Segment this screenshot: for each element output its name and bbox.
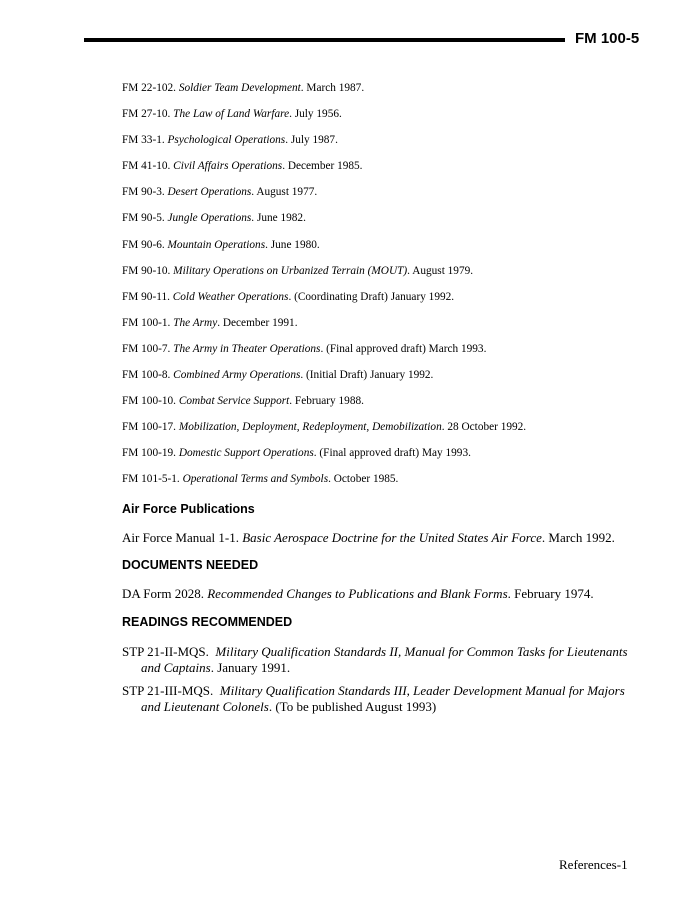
section-heading-readings: READINGS RECOMMENDED [122, 615, 293, 629]
section-heading-air-force: Air Force Publications [122, 502, 255, 516]
reference-item: FM 41-10. Civil Affairs Operations. December 1985. [122, 160, 363, 173]
reference-item: FM 100-7. The Army in Theater Operations. (Final approved draft) March 1993. [122, 342, 487, 355]
reference-item: FM 90-10. Military Operations on Urbanized Terrain (MOUT). August 1979. [122, 264, 474, 277]
reference-item: FM 90-6. Mountain Operations. June 1980. [122, 238, 320, 251]
header-title: FM 100-5 [575, 30, 640, 47]
reference-item-documents-needed: DA Form 2028. Recommended Changes to Publications and Blank Forms. February 1974. [122, 586, 594, 601]
army-references-list [122, 80, 642, 498]
reference-item: FM 100-17. Mobilization, Deployment, Redeployment, Demobilization. 28 October 1992. [122, 421, 527, 434]
reading-item: STP 21-II-MQS. Military Qualification Standards II, Manual for Common Tasks for Lieutenants and Captains. January 1991. [122, 644, 628, 675]
reference-item: FM 33-1. Psychological Operations. July 1987. [122, 134, 338, 147]
reference-item: FM 27-10. The Law of Land Warfare. July 1956. [122, 108, 342, 121]
reference-item: FM 90-11. Cold Weather Operations. (Coordinating Draft) January 1992. [122, 290, 455, 303]
reference-item-air-force: Air Force Manual 1-1. Basic Aerospace Doctrine for the United States Air Force. March 1992. [122, 530, 615, 545]
reference-item: FM 100-8. Combined Army Operations. (Initial Draft) January 1992. [122, 369, 434, 382]
reference-item: FM 101-5-1. Operational Terms and Symbols. October 1985. [122, 473, 399, 486]
reference-item: FM 100-19. Domestic Support Operations. (Final approved draft) May 1993. [122, 447, 471, 460]
section-heading-documents-needed: DOCUMENTS NEEDED [122, 558, 259, 572]
reference-item: FM 90-5. Jungle Operations. June 1982. [122, 212, 306, 225]
reading-item: STP 21-III-MQS. Military Qualification Standards III, Leader Development Manual for Majors and Lieutenant Colonels. (To be published August 1993) [122, 683, 625, 714]
page-number: References-1 [559, 857, 628, 872]
reference-item: FM 100-1. The Army. December 1991. [122, 316, 298, 329]
reference-item: FM 100-10. Combat Service Support. February 1988. [122, 395, 364, 408]
reference-item: FM 22-102. Soldier Team Development. March 1987. [122, 82, 365, 94]
header-rule [84, 38, 565, 42]
reference-item: FM 90-3. Desert Operations. August 1977. [122, 186, 318, 199]
